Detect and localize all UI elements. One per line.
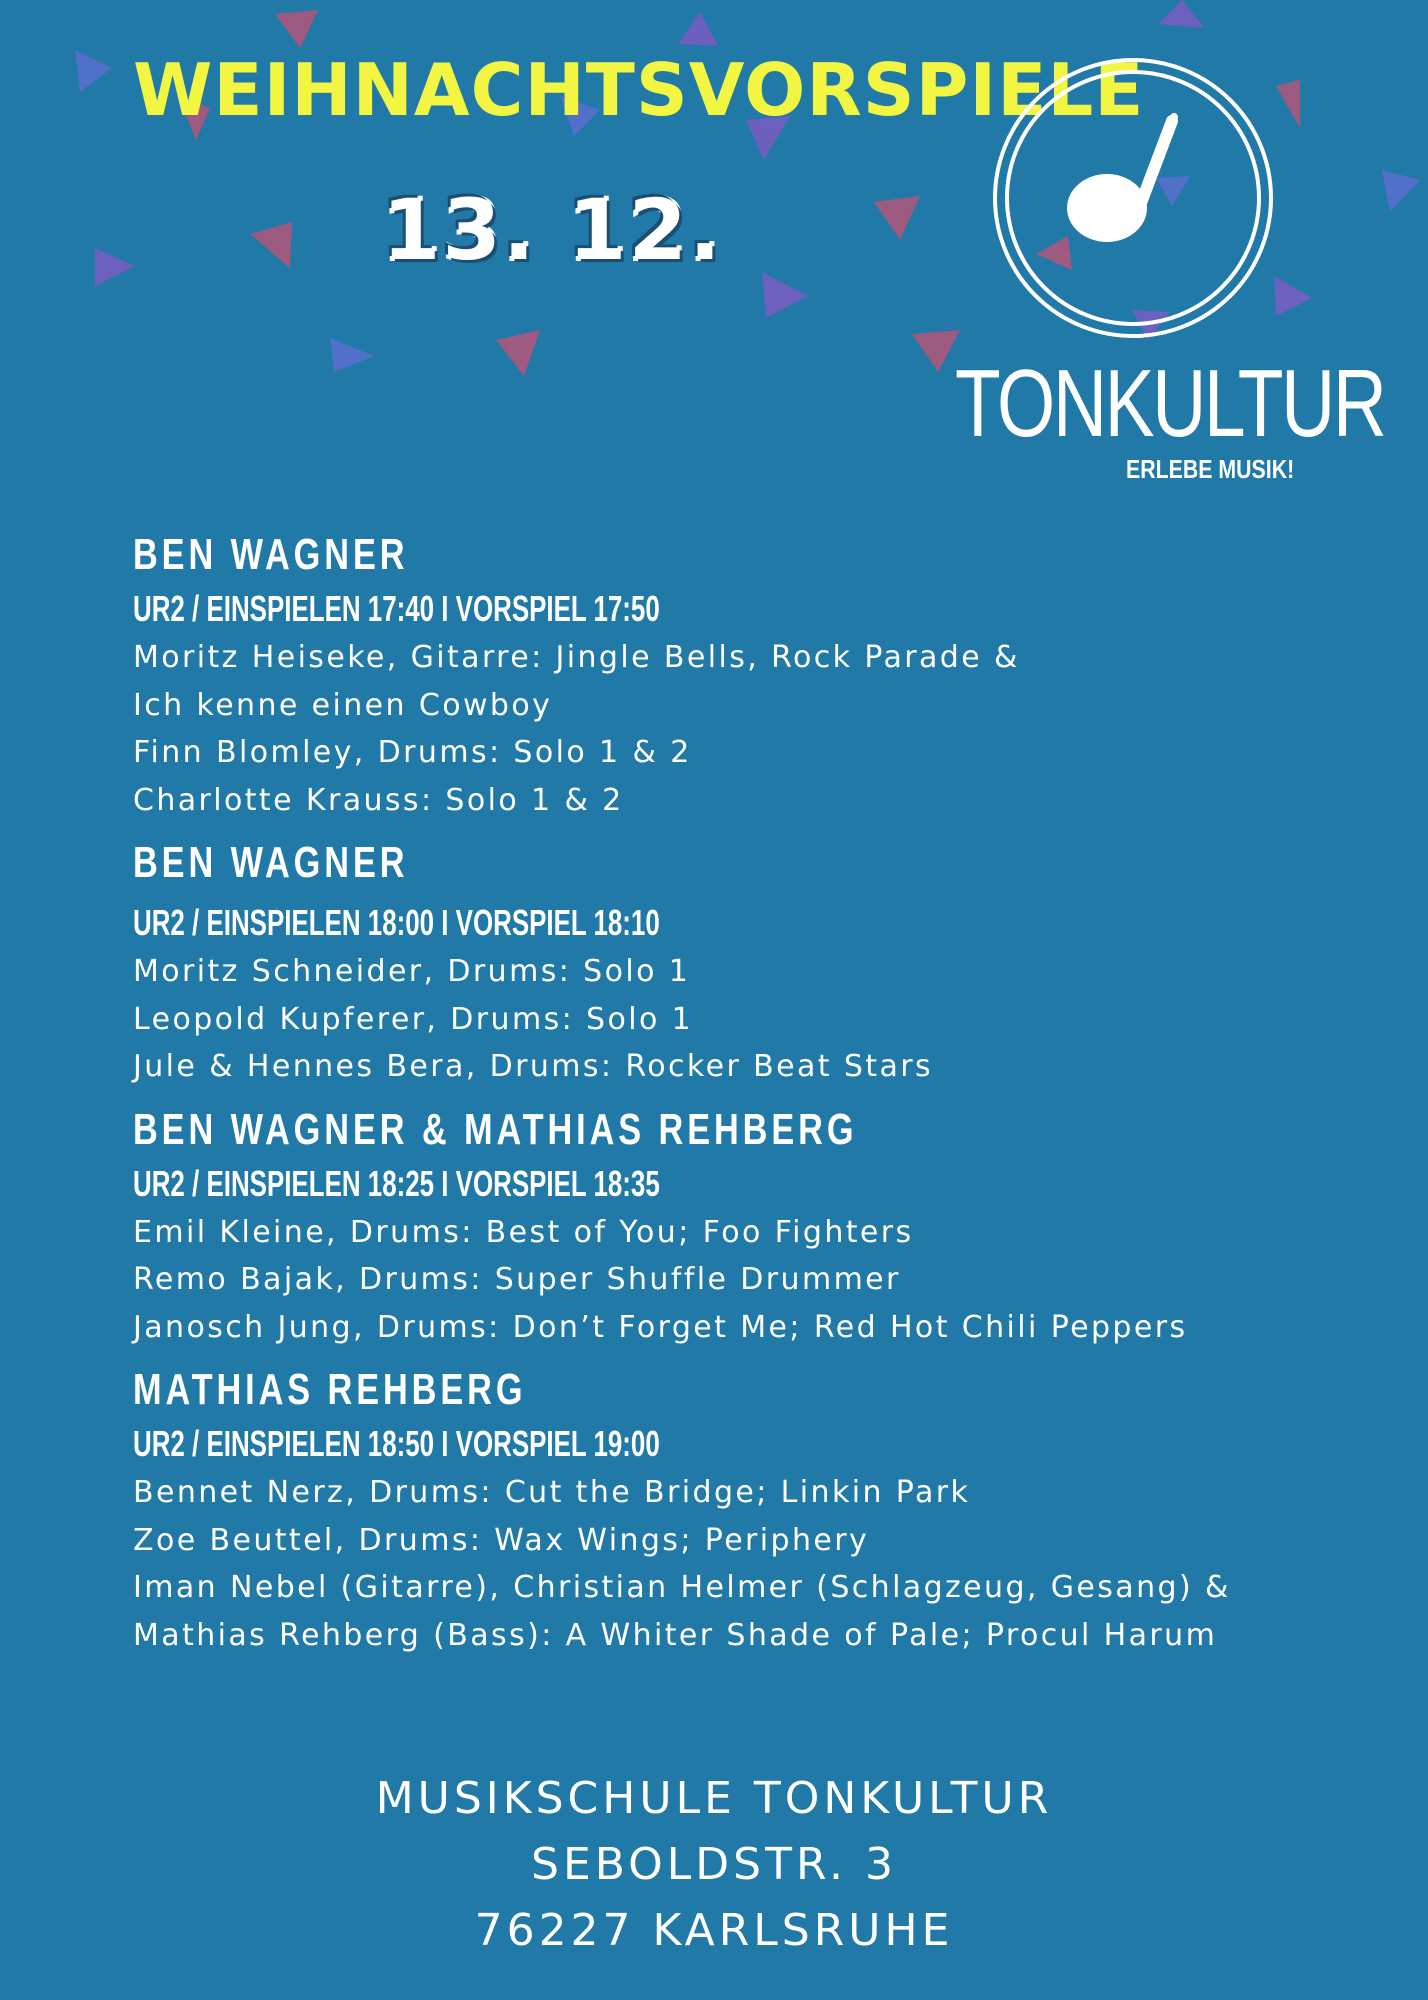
time-slot: UR2 / EINSPIELEN 18:25 I VORSPIEL 18:35 [133, 1162, 660, 1204]
performer-line: Ich kenne einen Cowboy [133, 687, 553, 723]
performer-line: Emil Kleine, Drums: Best of You; Foo Fighters [133, 1214, 914, 1250]
performance-block [133, 834, 1383, 1091]
performer-line: Zoe Beuttel, Drums: Wax Wings; Periphery [133, 1522, 870, 1558]
event-date: 13. 12. [382, 181, 723, 279]
time-slot: UR2 / EINSPIELEN 18:50 I VORSPIEL 19:00 [133, 1423, 660, 1464]
venue-city: 76227 KARLSRUHE [474, 1905, 954, 1956]
performer-line: Bennet Nerz, Drums: Cut the Bridge; Linkin Park [133, 1475, 971, 1510]
performance-block [133, 1101, 1383, 1352]
venue-street: SEBOLDSTR. 3 [531, 1839, 897, 1890]
teacher-heading: MATHIAS REHBERG [133, 1365, 527, 1414]
music-note-logo-icon [990, 55, 1280, 345]
performer-line: Remo Bajak, Drums: Super Shuffle Drummer [133, 1262, 901, 1297]
logo-tagline: ERLEBE MUSIK! [1126, 454, 1295, 484]
teacher-heading: BEN WAGNER [133, 530, 409, 579]
performer-line: Moritz Heiseke, Gitarre: Jingle Bells, Rock Parade & [133, 640, 1020, 675]
teacher-heading: BEN WAGNER [133, 838, 409, 887]
time-slot: UR2 / EINSPIELEN 18:00 I VORSPIEL 18:10 [133, 902, 660, 943]
venue-name: MUSIKSCHULE TONKULTUR [375, 1773, 1053, 1824]
performer-line: Janosch Jung, Drums: Don’t Forget Me; Red Hot Chili Peppers [133, 1309, 1188, 1345]
performance-block [133, 526, 1383, 824]
time-slot: UR2 / EINSPIELEN 17:40 I VORSPIEL 17:50 [133, 588, 660, 629]
logo-wordmark: TONKULTUR [955, 350, 1385, 457]
performer-line: Jule & Hennes Bera, Drums: Rocker Beat Stars [133, 1049, 934, 1084]
performance-block [133, 1361, 1383, 1659]
performer-line: Iman Nebel (Gitarre), Christian Helmer (Schlagzeug, Gesang) & [133, 1570, 1231, 1605]
performer-line: Moritz Schneider, Drums: Solo 1 [133, 954, 691, 989]
performer-line: Charlotte Krauss: Solo 1 & 2 [133, 782, 624, 818]
performer-line: Mathias Rehberg (Bass): A Whiter Shade of Pale; Procul Harum [133, 1617, 1218, 1653]
event-title: WEIHNACHTSVORSPIELE [133, 48, 1145, 132]
performance-lineup [133, 526, 1383, 1669]
performer-line: Leopold Kupferer, Drums: Solo 1 [133, 1001, 694, 1037]
teacher-heading: BEN WAGNER & MATHIAS REHBERG [133, 1104, 858, 1154]
performer-line: Finn Blomley, Drums: Solo 1 & 2 [133, 735, 692, 770]
venue-address [0, 1766, 1428, 1964]
